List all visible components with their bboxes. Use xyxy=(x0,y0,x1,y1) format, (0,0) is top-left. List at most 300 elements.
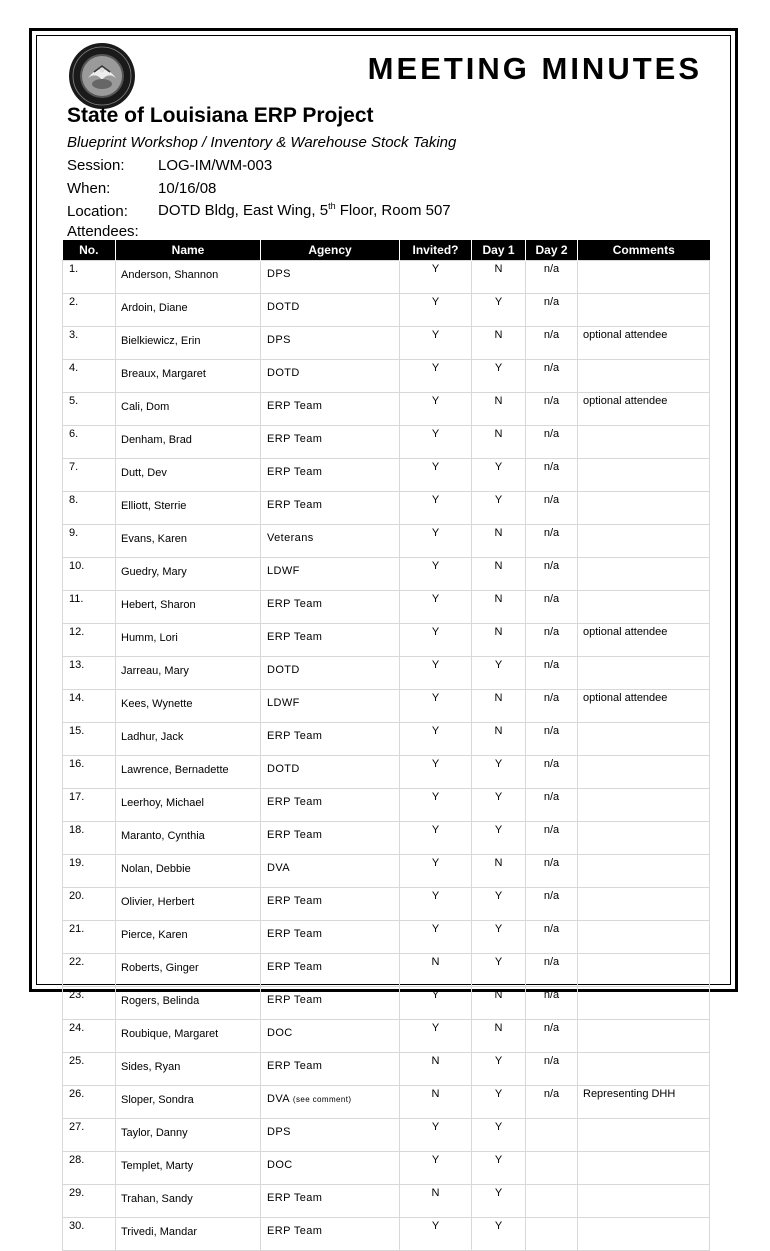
invited-status xyxy=(400,987,472,1020)
attendee-name-text: Elliott, Sterrie xyxy=(121,500,187,512)
attendee-name-text: Sides, Ryan xyxy=(121,1061,181,1073)
invited-status xyxy=(400,624,472,657)
day1-status-text: N xyxy=(494,560,503,572)
row-number xyxy=(63,360,116,393)
day1-status xyxy=(472,1185,526,1218)
invited-status-text: Y xyxy=(431,890,440,902)
attendee-agency-text: DVA xyxy=(267,862,291,874)
row-number-text: 29. xyxy=(69,1187,85,1199)
attendee-name xyxy=(116,789,261,822)
attendee-comment xyxy=(578,393,710,426)
attendee-agency-text: LDWF xyxy=(267,697,300,709)
attendee-agency xyxy=(261,690,400,723)
invited-status-text: Y xyxy=(431,560,440,572)
day1-status xyxy=(472,822,526,855)
row-number xyxy=(63,1053,116,1086)
invited-status xyxy=(400,558,472,591)
attendee-name-text: Cali, Dom xyxy=(121,401,170,413)
attendee-comment xyxy=(578,1218,710,1251)
row-number xyxy=(63,591,116,624)
attendee-agency-text: DOC xyxy=(267,1159,293,1171)
attendee-comment xyxy=(578,426,710,459)
location-rest: Floor, Room 507 xyxy=(335,202,451,219)
invited-status xyxy=(400,492,472,525)
table-row xyxy=(63,459,710,492)
attendee-agency-text: ERP Team xyxy=(267,1192,323,1204)
attendee-agency-text: DPS xyxy=(267,268,291,280)
attendee-name xyxy=(116,360,261,393)
attendee-name xyxy=(116,1185,261,1218)
invited-status-text: Y xyxy=(431,296,440,308)
day2-status-text: n/a xyxy=(543,263,560,275)
day2-status-text: n/a xyxy=(543,725,560,737)
day2-status xyxy=(526,756,578,789)
attendee-name xyxy=(116,822,261,855)
day1-status-text: Y xyxy=(494,758,503,770)
row-number-text: 2. xyxy=(69,296,79,308)
attendee-name xyxy=(116,393,261,426)
day1-status-text: Y xyxy=(494,461,503,473)
attendees-table xyxy=(62,240,710,1251)
table-row xyxy=(63,888,710,921)
day2-status xyxy=(526,1020,578,1053)
day2-status xyxy=(526,1119,578,1152)
invited-status-text: Y xyxy=(431,1154,440,1166)
attendee-comment-text: optional attendee xyxy=(583,626,668,638)
attendee-agency-text: ERP Team xyxy=(267,730,323,742)
attendee-comment xyxy=(578,657,710,690)
row-number xyxy=(63,558,116,591)
day2-status xyxy=(526,360,578,393)
day1-status-text: Y xyxy=(494,659,503,671)
invited-status xyxy=(400,1218,472,1251)
invited-status-text: Y xyxy=(431,494,440,506)
attendee-name xyxy=(116,525,261,558)
invited-status xyxy=(400,1119,472,1152)
day2-status-text: n/a xyxy=(543,296,560,308)
day2-status xyxy=(526,690,578,723)
attendee-agency xyxy=(261,525,400,558)
day2-status-text: n/a xyxy=(543,923,560,935)
day1-status-text: Y xyxy=(494,956,503,968)
row-number-text: 26. xyxy=(69,1088,85,1100)
col-header-name: Name xyxy=(116,240,261,261)
invited-status-text: Y xyxy=(431,659,440,671)
day1-status-text: N xyxy=(494,263,503,275)
table-row xyxy=(63,921,710,954)
attendee-comment xyxy=(578,525,710,558)
attendee-name-text: Breaux, Margaret xyxy=(121,368,206,380)
attendee-name-text: Anderson, Shannon xyxy=(121,269,219,281)
attendee-agency xyxy=(261,954,400,987)
day1-status-text: N xyxy=(494,593,503,605)
day1-status-text: Y xyxy=(494,1088,503,1100)
day2-status xyxy=(526,723,578,756)
day1-status xyxy=(472,261,526,294)
attendee-agency xyxy=(261,723,400,756)
day2-status-text: n/a xyxy=(543,395,560,407)
day2-status-text: n/a xyxy=(543,1055,560,1067)
attendee-name xyxy=(116,690,261,723)
invited-status-text: Y xyxy=(431,989,440,1001)
day1-status xyxy=(472,360,526,393)
row-number-text: 19. xyxy=(69,857,85,869)
attendee-comment xyxy=(578,1185,710,1218)
attendee-agency xyxy=(261,855,400,888)
day1-status-text: N xyxy=(494,626,503,638)
row-number xyxy=(63,789,116,822)
attendee-comment xyxy=(578,261,710,294)
attendee-agency-text: ERP Team xyxy=(267,961,323,973)
day1-status xyxy=(472,723,526,756)
day2-status-text: n/a xyxy=(543,890,560,902)
day2-status-text: n/a xyxy=(543,692,560,704)
attendee-agency xyxy=(261,921,400,954)
day2-status xyxy=(526,591,578,624)
attendee-agency-text: ERP Team xyxy=(267,631,323,643)
attendee-agency xyxy=(261,624,400,657)
row-number xyxy=(63,459,116,492)
invited-status xyxy=(400,294,472,327)
row-number-text: 28. xyxy=(69,1154,85,1166)
attendee-name xyxy=(116,855,261,888)
attendee-agency-text: Veterans xyxy=(267,532,314,544)
attendee-comment xyxy=(578,1053,710,1086)
invited-status xyxy=(400,261,472,294)
invited-status xyxy=(400,1152,472,1185)
attendee-comment xyxy=(578,987,710,1020)
attendee-name-text: Dutt, Dev xyxy=(121,467,167,479)
col-header-comments: Comments xyxy=(578,240,710,261)
day2-status xyxy=(526,426,578,459)
session-label: Session: xyxy=(67,157,125,174)
row-number-text: 11. xyxy=(69,593,84,605)
day2-status-text: n/a xyxy=(543,989,560,1001)
table-row xyxy=(63,1119,710,1152)
attendee-agency xyxy=(261,822,400,855)
attendee-agency-text: ERP Team xyxy=(267,796,323,808)
row-number-text: 27. xyxy=(69,1121,85,1133)
attendee-agency-text: DOTD xyxy=(267,301,300,313)
day1-status xyxy=(472,1020,526,1053)
table-row xyxy=(63,855,710,888)
attendee-agency xyxy=(261,558,400,591)
table-row xyxy=(63,558,710,591)
invited-status-text: N xyxy=(431,1187,440,1199)
day2-status xyxy=(526,921,578,954)
invited-status-text: Y xyxy=(431,428,440,440)
day1-status-text: Y xyxy=(494,1154,503,1166)
table-row xyxy=(63,690,710,723)
day1-status xyxy=(472,1086,526,1119)
invited-status xyxy=(400,954,472,987)
invited-status-text: Y xyxy=(431,923,440,935)
attendee-agency xyxy=(261,888,400,921)
day2-status xyxy=(526,294,578,327)
day1-status-text: N xyxy=(494,857,503,869)
invited-status-text: Y xyxy=(431,329,440,341)
row-number-text: 9. xyxy=(69,527,79,539)
attendee-name xyxy=(116,657,261,690)
invited-status-text: Y xyxy=(431,362,440,374)
attendee-name-text: Kees, Wynette xyxy=(121,698,193,710)
attendee-agency xyxy=(261,789,400,822)
location-main: DOTD Bldg, East Wing, 5 xyxy=(158,202,329,219)
day1-status xyxy=(472,954,526,987)
invited-status xyxy=(400,393,472,426)
invited-status-text: Y xyxy=(431,263,440,275)
day1-status xyxy=(472,294,526,327)
invited-status xyxy=(400,525,472,558)
attendee-agency-text: ERP Team xyxy=(267,499,323,511)
louisiana-seal-icon xyxy=(68,42,136,110)
day1-status xyxy=(472,624,526,657)
day2-status-text: n/a xyxy=(543,329,560,341)
when-value: 10/16/08 xyxy=(158,180,217,197)
row-number xyxy=(63,261,116,294)
page-title: MEETING MINUTES xyxy=(367,51,702,86)
row-number-text: 3. xyxy=(69,329,79,341)
attendee-name xyxy=(116,591,261,624)
invited-status-text: N xyxy=(431,956,440,968)
attendee-comment xyxy=(578,492,710,525)
day2-status-text: n/a xyxy=(543,461,560,473)
attendee-name xyxy=(116,888,261,921)
day2-status xyxy=(526,789,578,822)
invited-status xyxy=(400,921,472,954)
day1-status-text: Y xyxy=(494,494,503,506)
day2-status xyxy=(526,1086,578,1119)
attendee-agency-text: ERP Team xyxy=(267,829,323,841)
day1-status-text: Y xyxy=(494,1121,503,1133)
location-value xyxy=(158,201,451,219)
day1-status xyxy=(472,855,526,888)
day1-status-text: Y xyxy=(494,824,503,836)
invited-status xyxy=(400,855,472,888)
day1-status xyxy=(472,1119,526,1152)
day2-status-text: n/a xyxy=(543,560,560,572)
attendee-name-text: Taylor, Danny xyxy=(121,1127,188,1139)
day1-status xyxy=(472,690,526,723)
attendee-comment xyxy=(578,888,710,921)
day1-status-text: Y xyxy=(494,791,503,803)
day1-status xyxy=(472,1053,526,1086)
day2-status xyxy=(526,888,578,921)
row-number xyxy=(63,921,116,954)
day2-status-text: n/a xyxy=(543,824,560,836)
day1-status-text: Y xyxy=(494,1055,503,1067)
row-number-text: 23. xyxy=(69,989,85,1001)
table-row xyxy=(63,1053,710,1086)
attendee-name xyxy=(116,492,261,525)
row-number xyxy=(63,1119,116,1152)
attendee-agency-text: DVA xyxy=(267,1093,290,1105)
attendee-agency xyxy=(261,393,400,426)
table-row xyxy=(63,756,710,789)
session-value: LOG-IM/WM-003 xyxy=(158,157,273,174)
attendee-name xyxy=(116,624,261,657)
day1-status xyxy=(472,789,526,822)
day2-status-text: n/a xyxy=(543,659,560,671)
attendee-agency xyxy=(261,657,400,690)
invited-status xyxy=(400,657,472,690)
col-header-no: No. xyxy=(63,240,116,261)
day1-status xyxy=(472,921,526,954)
day1-status-text: N xyxy=(494,329,503,341)
attendees-label: Attendees: xyxy=(67,223,139,240)
attendee-agency-text: ERP Team xyxy=(267,466,323,478)
col-header-invited: Invited? xyxy=(400,240,472,261)
attendee-comment xyxy=(578,789,710,822)
attendee-agency xyxy=(261,459,400,492)
invited-status xyxy=(400,459,472,492)
attendee-comment xyxy=(578,459,710,492)
row-number xyxy=(63,1020,116,1053)
day2-status xyxy=(526,624,578,657)
day1-status xyxy=(472,459,526,492)
day1-status xyxy=(472,492,526,525)
day2-status-text: n/a xyxy=(543,527,560,539)
row-number xyxy=(63,723,116,756)
attendee-agency xyxy=(261,591,400,624)
invited-status-text: Y xyxy=(431,461,440,473)
day1-status-text: N xyxy=(494,692,503,704)
row-number xyxy=(63,954,116,987)
invited-status xyxy=(400,822,472,855)
day1-status-text: N xyxy=(494,395,503,407)
invited-status-text: Y xyxy=(431,1022,440,1034)
attendee-comment xyxy=(578,558,710,591)
attendee-name xyxy=(116,459,261,492)
table-row xyxy=(63,789,710,822)
invited-status xyxy=(400,360,472,393)
invited-status xyxy=(400,1053,472,1086)
row-number xyxy=(63,1086,116,1119)
attendee-comment xyxy=(578,1086,710,1119)
day1-status xyxy=(472,393,526,426)
row-number-text: 12. xyxy=(69,626,85,638)
attendee-agency xyxy=(261,1218,400,1251)
row-number-text: 20. xyxy=(69,890,85,902)
invited-status-text: Y xyxy=(431,527,440,539)
day2-status xyxy=(526,393,578,426)
attendee-comment xyxy=(578,1020,710,1053)
row-number xyxy=(63,624,116,657)
attendee-name xyxy=(116,294,261,327)
attendee-comment xyxy=(578,294,710,327)
day2-status xyxy=(526,492,578,525)
attendee-name-text: Pierce, Karen xyxy=(121,929,188,941)
attendee-name xyxy=(116,558,261,591)
day1-status xyxy=(472,1152,526,1185)
attendee-agency xyxy=(261,492,400,525)
attendee-agency xyxy=(261,1119,400,1152)
attendee-agency xyxy=(261,1086,400,1119)
invited-status-text: Y xyxy=(431,791,440,803)
day1-status xyxy=(472,657,526,690)
attendee-comment xyxy=(578,954,710,987)
row-number xyxy=(63,1152,116,1185)
row-number xyxy=(63,294,116,327)
day2-status xyxy=(526,855,578,888)
attendee-name-text: Trivedi, Mandar xyxy=(121,1226,198,1238)
invited-status xyxy=(400,1086,472,1119)
attendee-agency-text: ERP Team xyxy=(267,994,323,1006)
attendee-name-text: Rogers, Belinda xyxy=(121,995,200,1007)
attendee-name xyxy=(116,954,261,987)
day2-status xyxy=(526,1053,578,1086)
attendee-agency xyxy=(261,261,400,294)
day1-status xyxy=(472,1218,526,1251)
day2-status xyxy=(526,327,578,360)
table-row xyxy=(63,1218,710,1251)
day1-status-text: N xyxy=(494,725,503,737)
invited-status-text: Y xyxy=(431,1121,440,1133)
day2-status-text: n/a xyxy=(543,626,560,638)
invited-status-text: N xyxy=(431,1055,440,1067)
day2-status xyxy=(526,525,578,558)
attendee-name xyxy=(116,1086,261,1119)
attendee-agency xyxy=(261,360,400,393)
row-number xyxy=(63,822,116,855)
table-row xyxy=(63,591,710,624)
day2-status-text: n/a xyxy=(543,758,560,770)
day1-status-text: Y xyxy=(494,1220,503,1232)
attendee-agency xyxy=(261,426,400,459)
invited-status xyxy=(400,888,472,921)
day1-status xyxy=(472,327,526,360)
project-title: State of Louisiana ERP Project xyxy=(67,104,374,127)
day1-status-text: Y xyxy=(494,890,503,902)
attendee-name-text: Jarreau, Mary xyxy=(121,665,189,677)
attendee-name-text: Nolan, Debbie xyxy=(121,863,191,875)
row-number xyxy=(63,393,116,426)
attendee-name xyxy=(116,1152,261,1185)
attendee-agency xyxy=(261,1185,400,1218)
invited-status-text: Y xyxy=(431,1220,440,1232)
day2-status-text: n/a xyxy=(543,428,560,440)
row-number-text: 8. xyxy=(69,494,79,506)
day1-status xyxy=(472,426,526,459)
row-number xyxy=(63,756,116,789)
attendee-name xyxy=(116,987,261,1020)
invited-status-text: Y xyxy=(431,725,440,737)
attendee-name-text: Bielkiewicz, Erin xyxy=(121,335,201,347)
attendee-name-text: Sloper, Sondra xyxy=(121,1094,194,1106)
table-row xyxy=(63,1185,710,1218)
day2-status-text: n/a xyxy=(543,857,560,869)
attendee-name-text: Denham, Brad xyxy=(121,434,192,446)
attendee-agency-text: DOTD xyxy=(267,664,300,676)
row-number-text: 25. xyxy=(69,1055,85,1067)
attendee-agency-text: DPS xyxy=(267,334,291,346)
attendee-comment xyxy=(578,855,710,888)
col-header-agency: Agency xyxy=(261,240,400,261)
day2-status-text: n/a xyxy=(543,494,560,506)
attendee-comment xyxy=(578,723,710,756)
row-number-text: 17. xyxy=(69,791,85,803)
invited-status-text: Y xyxy=(431,692,440,704)
invited-status xyxy=(400,756,472,789)
day1-status xyxy=(472,756,526,789)
row-number-text: 21. xyxy=(69,923,85,935)
attendee-name-text: Maranto, Cynthia xyxy=(121,830,205,842)
attendee-name-text: Olivier, Herbert xyxy=(121,896,195,908)
row-number-text: 5. xyxy=(69,395,79,407)
attendee-comment xyxy=(578,327,710,360)
row-number xyxy=(63,657,116,690)
attendee-name xyxy=(116,327,261,360)
